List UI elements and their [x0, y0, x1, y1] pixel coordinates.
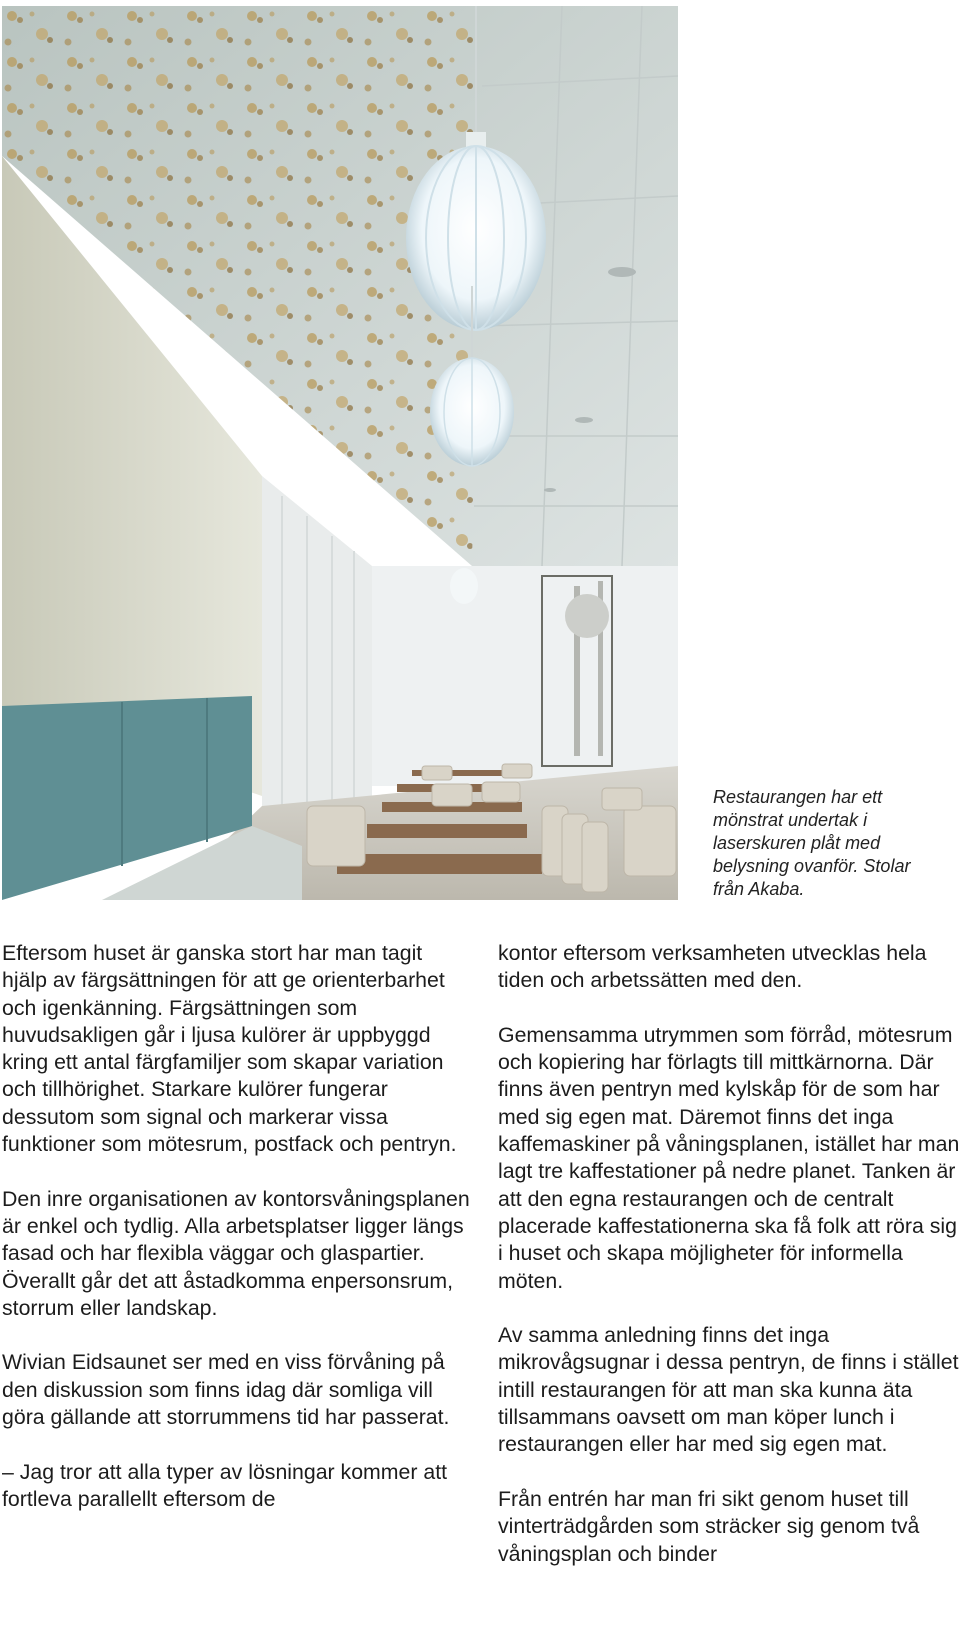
paragraph: Wivian Eidsaunet ser med en viss förvåning på den diskussion som finns idag där somliga vill göra gällande att storrummens tid har passerat. [2, 1350, 450, 1430]
window-wall [372, 566, 678, 786]
paragraph: Eftersom huset är ganska stort har man tagit hjälp av färgsättningen för att ge orienterbarhet och igenkänning. Färgsättningen som huvudsakligen går i ljusa kulörer är uppbyggd kring ett antal färgfamiljer som skapar variation och tillhörighet. Starkare kulörer fungerar dessutom som signal och markerar vissa funktioner som mötesrum, postfack och pentryn. [2, 941, 457, 1157]
paragraph: Av samma anledning finns det inga mikrovågsugnar i dessa pentryn, de finns i stället intill restaurangen för att man ska kunna äta tillsammans oavsett om man köper lunch i restaurangen eller har med sig egen mat. [498, 1323, 959, 1457]
paragraph: – Jag tror att alla typer av lösningar kommer att fortleva parallellt eftersom de [2, 1459, 448, 1511]
pendant-lamp-small [450, 568, 478, 604]
article-left-column [2, 940, 472, 1541]
paragraph: Den inre organisationen av kontorsvåningsplanen är enkel och tydlig. Alla arbetsplatser ligger längs fasad och har flexibla väggar och glaspartier. Överallt går det att åstadkomma enpersonsrum, storrum eller landskap. [2, 1186, 470, 1320]
paragraph: Gemensamma utrymmen som förråd, mötesrum och kopiering har förlagts till mittkärnorna. Där finns även pentryn med kylskåp för de som har med sig egen mat. Däremot finns det inga kaffemaskiner på våningsplanen, istället har man lagt tre kaffestationer på nedre planet. Tanken är att den egna restaurangen och de centralt placerade kaffestationerna ska få folk att röra sig i huset och skapa möjligheter för informella möten. [498, 1022, 960, 1293]
curtains [262, 476, 372, 826]
photo-caption: Restaurangen har ett mönstrat undertak i laserskuren plåt med belysning ovanför. Stolar från Akaba. [713, 787, 911, 899]
paragraph: Från entrén har man fri sikt genom huset till vinterträdgården som sträcker sig genom två våningsplan och binder [498, 1486, 920, 1566]
paragraph: kontor eftersom verksamheten utvecklas hela tiden och arbetssätten med den. [498, 941, 927, 993]
photo-drawing [2, 6, 678, 900]
restaurant-photo [2, 6, 678, 900]
article-right-column [498, 940, 960, 1595]
